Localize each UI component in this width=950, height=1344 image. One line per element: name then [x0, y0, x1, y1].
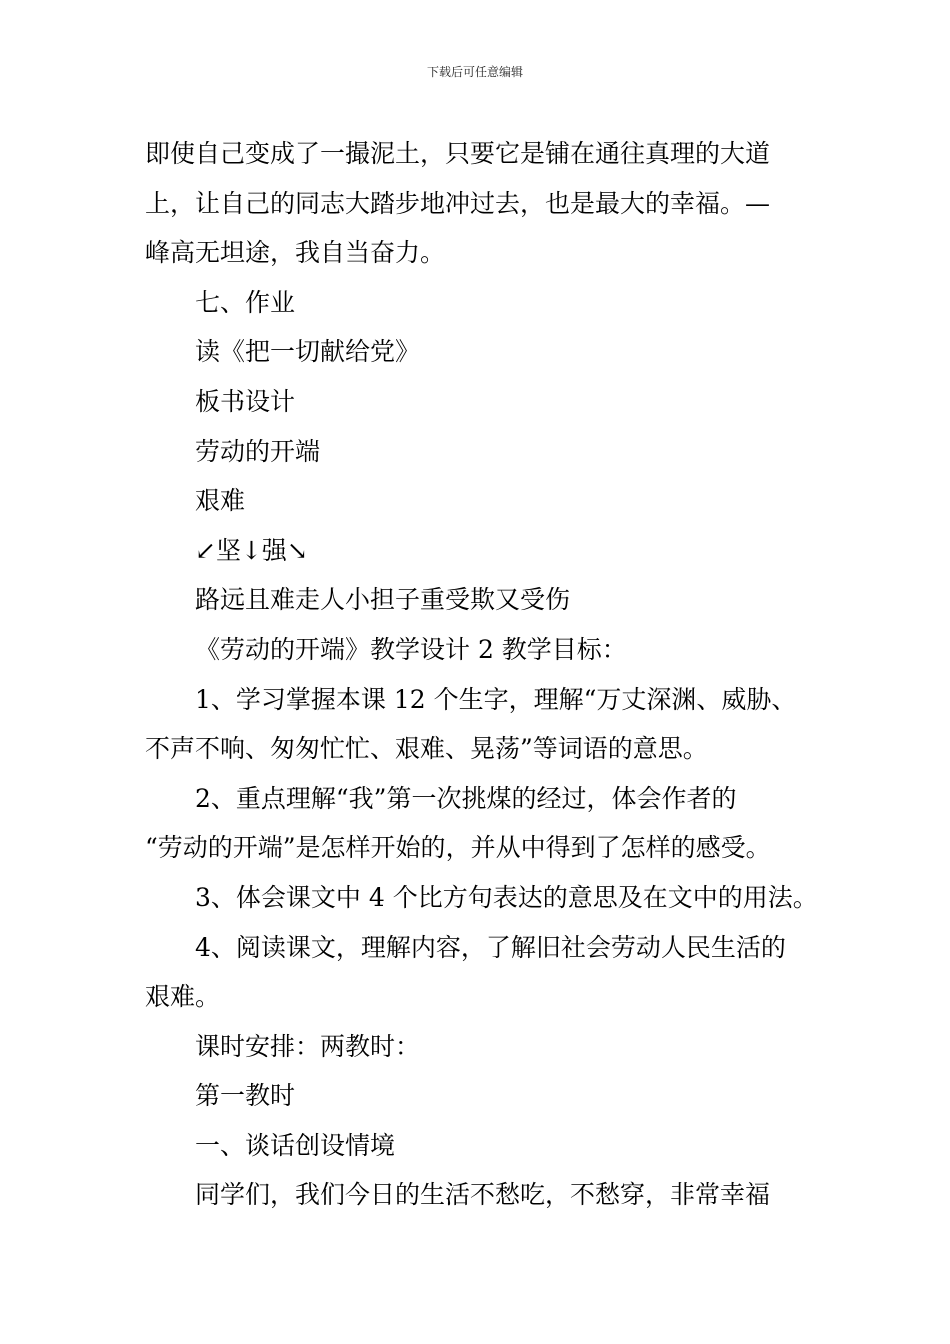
- objective-1-continued: 不声不响、匆匆忙忙、艰难、晃荡”等词语的意思。: [145, 734, 708, 764]
- document-body: [145, 129, 818, 1220]
- paragraph-line: 上，让自己的同志大踏步地冲过去，也是最大的幸福。—: [145, 188, 771, 218]
- paragraph-line: 即使自己变成了一撮泥土，只要它是铺在通往真理的大道: [145, 139, 771, 168]
- board-design-heading: 板书设计: [195, 386, 296, 416]
- objective-4-continued: 艰难。: [145, 982, 221, 1012]
- objective-4: 4、阅读课文，理解内容，了解旧社会劳动人民生活的: [195, 932, 786, 962]
- section-heading-homework: 七、作业: [195, 287, 296, 317]
- paragraph-line: 艰难: [195, 486, 246, 516]
- objective-2-continued: “劳动的开端”是怎样开始的，并从中得到了怎样的感受。: [145, 833, 771, 863]
- first-lesson-heading: 第一教时: [195, 1081, 296, 1111]
- objective-2: 2、重点理解“我”第一次挑煤的经过，体会作者的: [195, 783, 737, 813]
- page-header: 下载后可任意编辑: [426, 65, 523, 79]
- step-heading: 一、谈话创设情境: [195, 1130, 396, 1160]
- paragraph-line: 读《把一切献给党》: [195, 337, 421, 367]
- arrow-diagram-line: ↙坚↓强↘: [195, 535, 308, 565]
- objective-3: 3、体会课文中 4 个比方句表达的意思及在文中的用法。: [195, 882, 818, 912]
- objective-1: 1、学习掌握本课 12 个生字，理解“万丈深渊、威胁、: [195, 684, 797, 714]
- paragraph-line: 路远且难走人小担子重受欺又受伤: [195, 585, 571, 615]
- paragraph-line: 劳动的开端: [195, 436, 321, 466]
- schedule-line: 课时安排：两教时：: [195, 1031, 421, 1061]
- paragraph-line: 峰高无坦途，我自当奋力。: [145, 238, 446, 268]
- paragraph-line: 同学们，我们今日的生活不愁吃，不愁穿，非常幸福: [195, 1180, 771, 1210]
- lesson-title-line: 《劳动的开端》教学设计 2 教学目标：: [195, 634, 627, 664]
